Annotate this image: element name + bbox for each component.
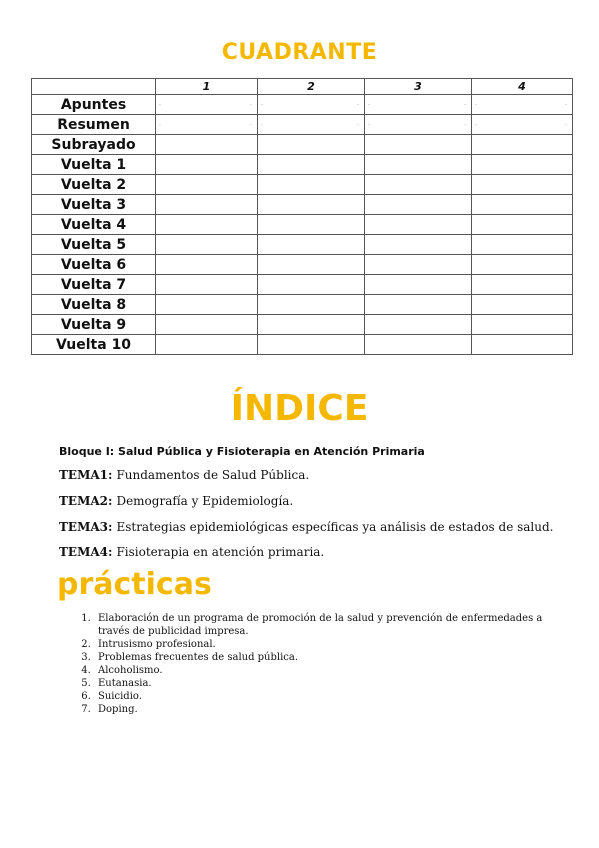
table-cell — [156, 235, 258, 255]
table-cell — [258, 95, 365, 115]
table-cell — [472, 175, 573, 195]
table-row — [32, 175, 573, 195]
row-label: Vuelta 8 — [32, 295, 156, 315]
row-label: Vuelta 1 — [32, 155, 156, 175]
table-cell — [472, 135, 573, 155]
cuadrante-title: CUADRANTE — [221, 40, 378, 65]
table-cell — [258, 135, 365, 155]
cell-mark: . — [464, 120, 466, 127]
cell-mark: . — [261, 120, 263, 127]
cell-mark: . — [475, 120, 477, 127]
table-cell — [365, 115, 472, 135]
table-cell — [258, 175, 365, 195]
table-cell — [258, 215, 365, 235]
table-cell — [156, 275, 258, 295]
table-row — [32, 235, 573, 255]
column-header: 4 — [472, 79, 573, 95]
table-row — [32, 115, 573, 135]
table-header-row — [32, 79, 573, 95]
table-cell — [365, 275, 472, 295]
row-label: Apuntes — [32, 95, 156, 115]
list-item: 2. Intrusismo profesional. — [94, 638, 564, 651]
cell-mark: . — [368, 100, 370, 107]
cell-mark: . — [250, 100, 252, 107]
table-cell — [156, 315, 258, 335]
row-label: Vuelta 6 — [32, 255, 156, 275]
indice-title: ÍNDICE — [230, 388, 369, 429]
cell-mark: . — [357, 100, 359, 107]
row-label: Vuelta 7 — [32, 275, 156, 295]
cell-mark: . — [159, 120, 161, 127]
table-cell — [365, 155, 472, 175]
table-row — [32, 155, 573, 175]
table-cell — [472, 235, 573, 255]
table-cell — [156, 135, 258, 155]
table-cell — [365, 295, 472, 315]
table-row — [32, 295, 573, 315]
tema-number: TEMA4: — [59, 545, 113, 559]
cell-mark: . — [475, 100, 477, 107]
table-cell — [258, 295, 365, 315]
tema-text: Fisioterapia en atención primaria. — [116, 545, 325, 559]
table-cell — [258, 155, 365, 175]
list-item: 4. Alcoholismo. — [94, 664, 564, 677]
table-cell — [472, 95, 573, 115]
practicas-list — [64, 612, 564, 716]
table-cell — [156, 335, 258, 355]
tema-text: Demografía y Epidemiología. — [116, 494, 294, 508]
cell-mark: . — [565, 120, 567, 127]
tema-number: TEMA2: — [59, 494, 113, 508]
tema-text: Fundamentos de Salud Pública. — [116, 468, 310, 482]
cell-mark: . — [368, 120, 370, 127]
table-cell — [156, 255, 258, 275]
table-cell — [472, 275, 573, 295]
table-cell — [472, 335, 573, 355]
table-cell — [365, 175, 472, 195]
table-row — [32, 315, 573, 335]
cuadrante-table — [31, 78, 573, 355]
column-header: 3 — [365, 79, 472, 95]
list-item: 3. Problemas frecuentes de salud pública. — [94, 651, 564, 664]
tema-text: Estrategias epidemiológicas específicas ya análisis de estados de salud. — [116, 520, 554, 534]
cell-mark: . — [159, 100, 161, 107]
table-cell — [258, 115, 365, 135]
table-row — [32, 195, 573, 215]
table-cell — [156, 195, 258, 215]
row-label: Vuelta 2 — [32, 175, 156, 195]
table-cell — [258, 255, 365, 275]
cell-mark: . — [261, 100, 263, 107]
list-item: 5. Eutanasia. — [94, 677, 564, 690]
row-label: Vuelta 10 — [32, 335, 156, 355]
table-cell — [258, 315, 365, 335]
cell-mark: . — [250, 120, 252, 127]
cell-mark: . — [565, 100, 567, 107]
table-row — [32, 255, 573, 275]
column-header: 1 — [156, 79, 258, 95]
table-cell — [258, 235, 365, 255]
table-row — [32, 275, 573, 295]
column-header: 2 — [258, 79, 365, 95]
table-cell — [156, 155, 258, 175]
table-row — [32, 135, 573, 155]
table-cell — [472, 195, 573, 215]
table-cell — [365, 315, 472, 335]
list-item: 7. Doping. — [94, 703, 564, 716]
table-cell — [365, 235, 472, 255]
table-cell — [472, 155, 573, 175]
table-cell — [156, 115, 258, 135]
table-row — [32, 215, 573, 235]
tema-item — [59, 468, 309, 482]
tema-item — [59, 545, 324, 559]
table-cell — [156, 95, 258, 115]
table-cell — [156, 295, 258, 315]
table-cell — [258, 275, 365, 295]
table-cell — [365, 215, 472, 235]
tema-number: TEMA3: — [59, 520, 113, 534]
table-cell — [258, 195, 365, 215]
table-row — [32, 335, 573, 355]
table-cell — [365, 195, 472, 215]
table-cell — [365, 335, 472, 355]
row-label: Resumen — [32, 115, 156, 135]
table-cell — [472, 295, 573, 315]
cell-mark: . — [357, 120, 359, 127]
table-corner-cell — [32, 79, 156, 95]
table-cell — [365, 255, 472, 275]
tema-item — [59, 520, 554, 534]
tema-number: TEMA1: — [59, 468, 113, 482]
table-cell — [365, 135, 472, 155]
table-cell — [365, 95, 472, 115]
row-label: Vuelta 3 — [32, 195, 156, 215]
table-cell — [472, 255, 573, 275]
bloque-heading: Bloque I: Salud Pública y Fisioterapia en Atención Primaria — [59, 445, 425, 458]
list-item: 1. Elaboración de un programa de promoción de la salud y prevención de enfermedades a través de publicidad impresa. — [94, 612, 564, 638]
row-label: Subrayado — [32, 135, 156, 155]
practicas-title: prácticas — [57, 567, 212, 602]
table-cell — [258, 335, 365, 355]
table-cell — [472, 215, 573, 235]
row-label: Vuelta 4 — [32, 215, 156, 235]
list-item: 6. Suicidio. — [94, 690, 564, 703]
row-label: Vuelta 5 — [32, 235, 156, 255]
table-row — [32, 95, 573, 115]
cell-mark: . — [464, 100, 466, 107]
row-label: Vuelta 9 — [32, 315, 156, 335]
table-cell — [472, 115, 573, 135]
table-cell — [472, 315, 573, 335]
table-cell — [156, 175, 258, 195]
table-cell — [156, 215, 258, 235]
tema-item — [59, 494, 293, 508]
